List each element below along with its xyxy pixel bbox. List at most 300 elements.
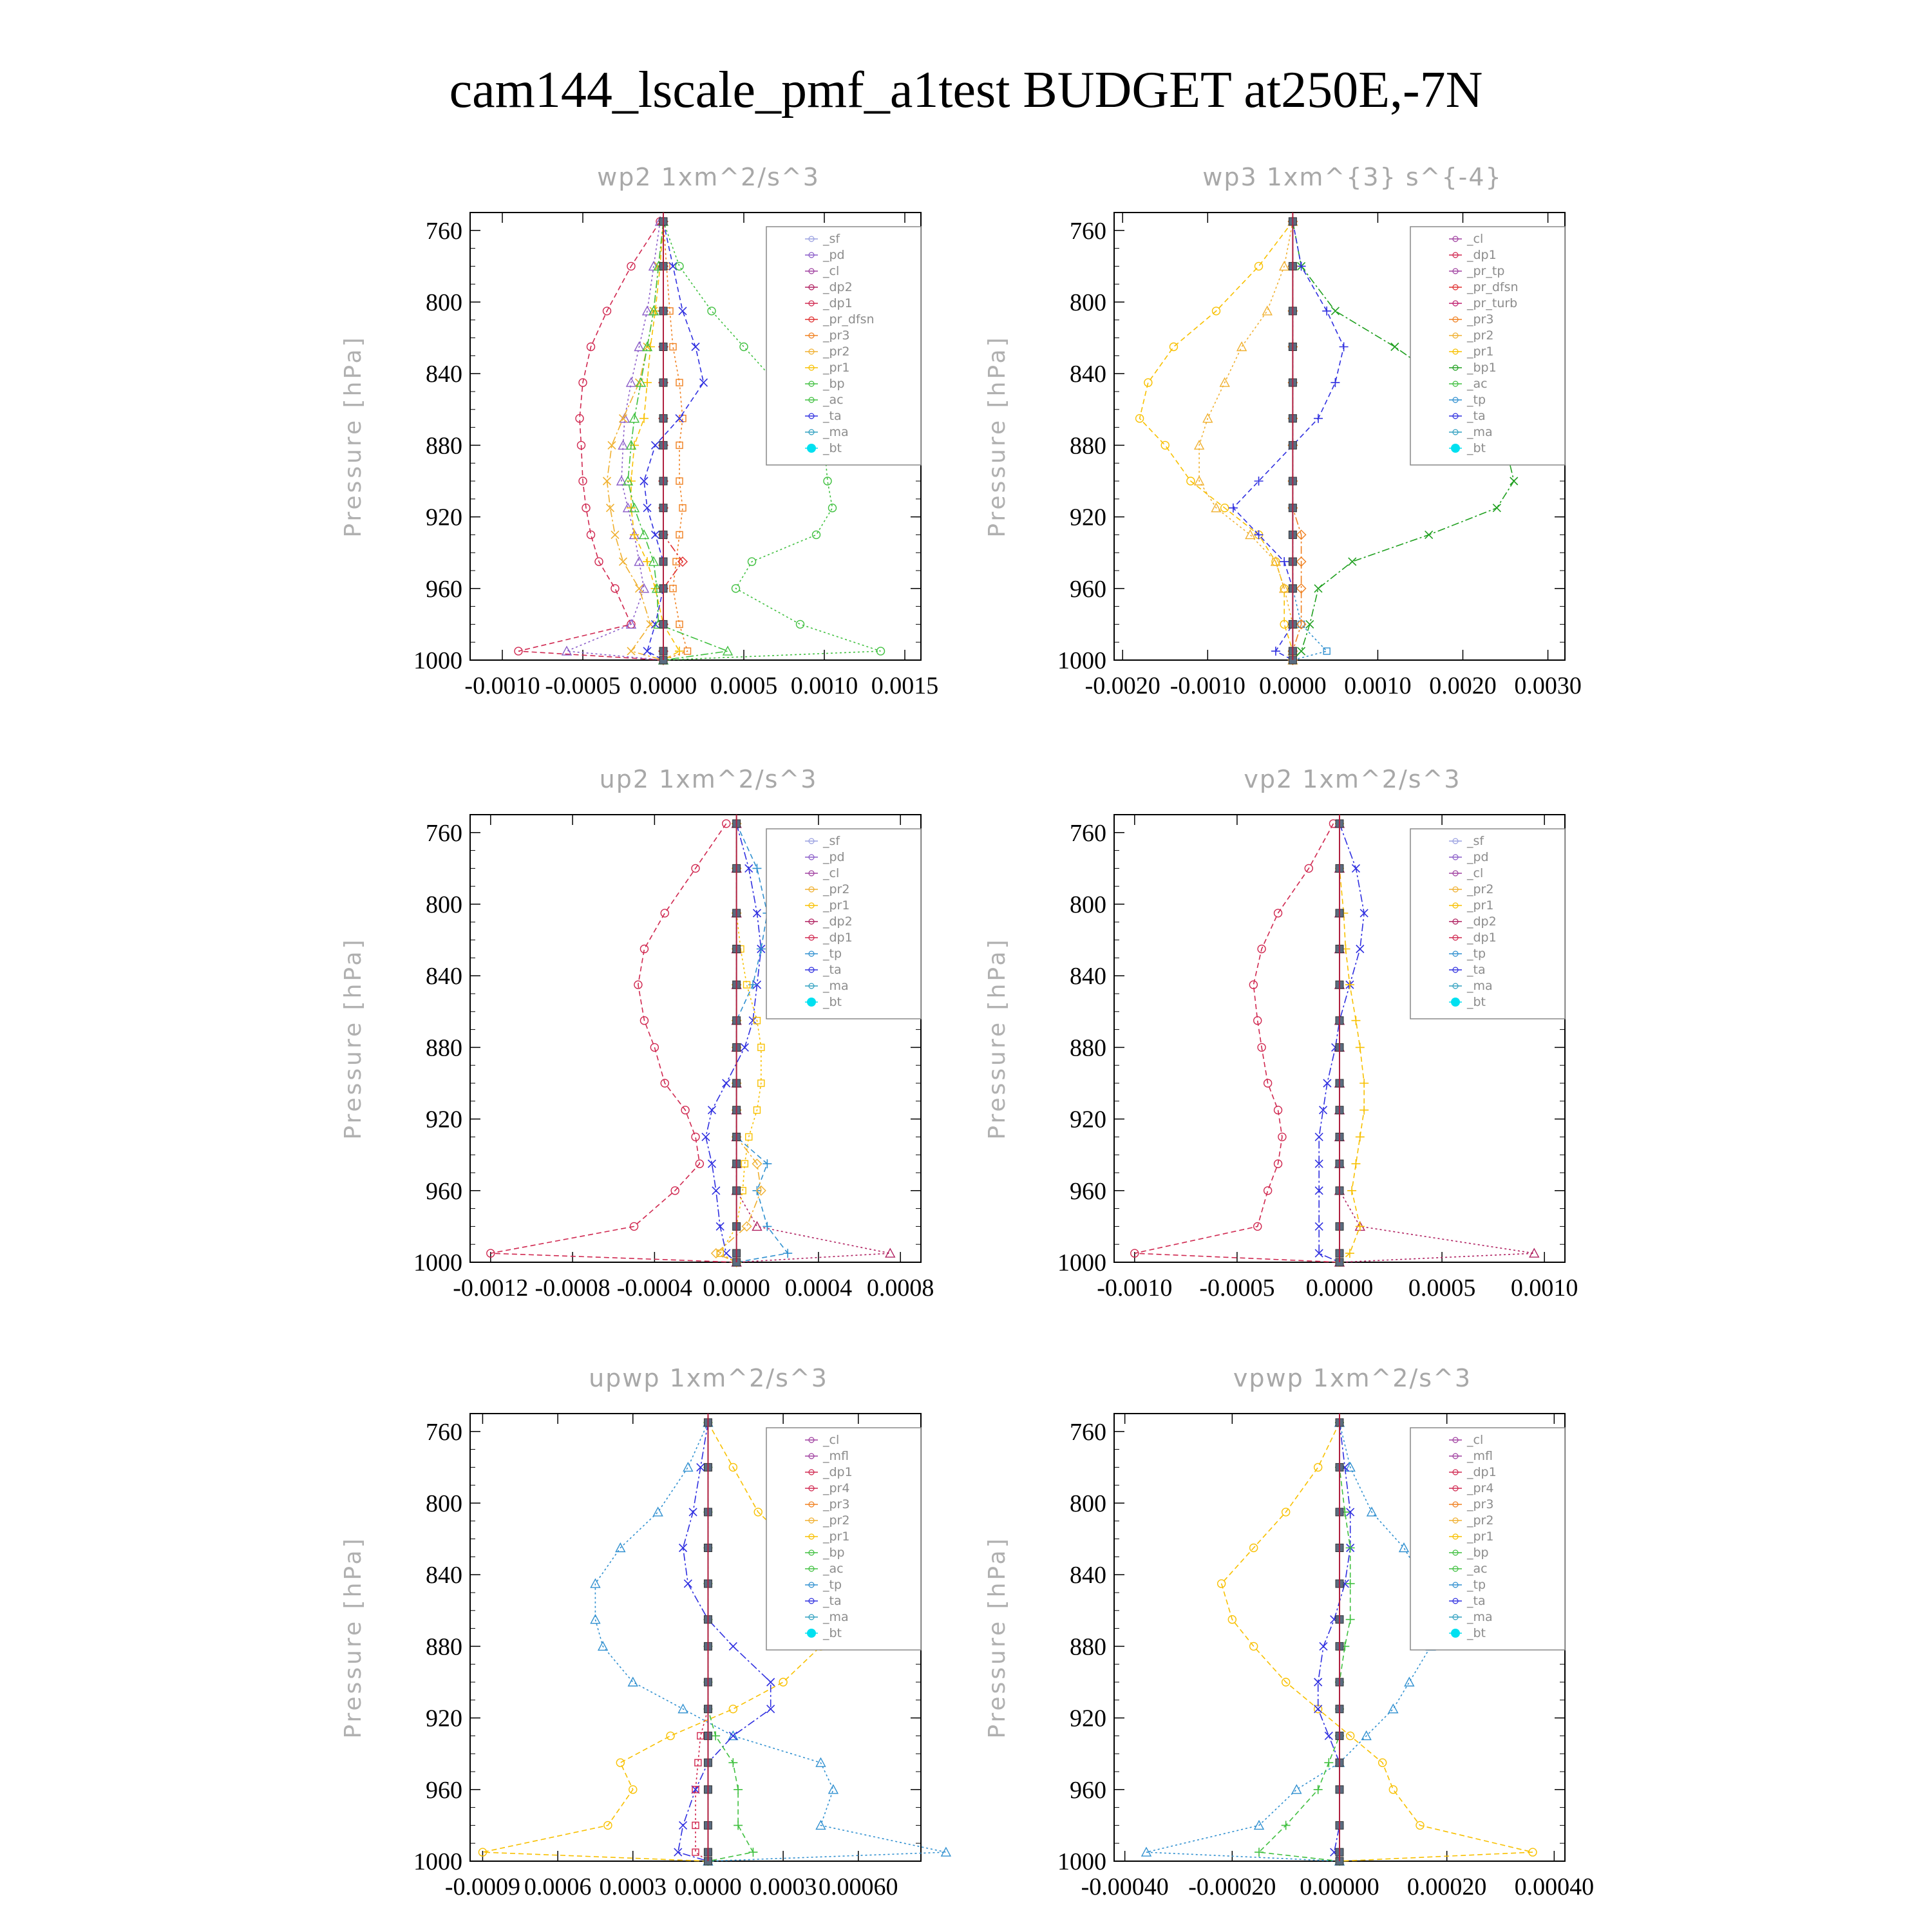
data-point <box>1346 1615 1355 1624</box>
x-tick-label: 0.0030 <box>1514 672 1582 699</box>
data-point <box>679 307 687 315</box>
legend-entry: _pr1 <box>823 1530 850 1544</box>
series-ta <box>702 820 765 1266</box>
data-point <box>1351 1159 1360 1168</box>
data-point <box>716 1222 724 1230</box>
y-tick-label: 800 <box>1070 1490 1106 1517</box>
y-tick-label: 960 <box>1070 575 1106 603</box>
data-point <box>616 1759 624 1766</box>
data-point <box>661 909 668 917</box>
data-point <box>1340 343 1349 352</box>
y-tick-label: 880 <box>426 1633 462 1661</box>
legend <box>1410 829 1565 1019</box>
data-point <box>627 504 636 513</box>
y-tick-label: 960 <box>426 575 462 603</box>
data-point <box>1245 530 1255 538</box>
legend-entry: _pr4 <box>1467 1481 1494 1495</box>
x-tick-label: -0.0010 <box>1170 672 1245 699</box>
data-point <box>639 584 649 592</box>
series-pd <box>562 217 668 664</box>
legend-marker <box>1451 1629 1460 1638</box>
data-point <box>1389 1786 1397 1794</box>
data-point <box>1249 981 1257 989</box>
x-tick-label: -0.0005 <box>1199 1274 1275 1302</box>
data-point <box>1298 647 1305 655</box>
panel-2 <box>340 765 934 1302</box>
legend-entry: _sf <box>823 834 840 848</box>
legend-entry: _tp <box>823 1578 842 1592</box>
data-point <box>741 1043 748 1051</box>
panel-title: up2 1xm^2/s^3 <box>599 765 818 793</box>
y-tick-label: 1000 <box>413 647 462 674</box>
legend-entry: _tp <box>823 947 842 961</box>
legend-entry: _ta <box>823 409 842 423</box>
legend-marker <box>1451 444 1460 453</box>
data-point <box>1331 307 1339 315</box>
data-point <box>1320 1642 1327 1650</box>
legend <box>766 227 921 465</box>
data-point <box>1314 585 1322 592</box>
legend-entry: _ac <box>1467 377 1488 391</box>
data-point <box>797 620 804 628</box>
y-tick-label: 1000 <box>1057 647 1106 674</box>
data-point <box>1315 1222 1323 1230</box>
legend-entry: _ma <box>823 1610 849 1624</box>
y-tick-label: 760 <box>426 819 462 847</box>
panel-title: vpwp 1xm^2/s^3 <box>1233 1364 1472 1392</box>
panel-3 <box>984 765 1578 1302</box>
legend <box>1410 1428 1565 1650</box>
y-tick-label: 960 <box>1070 1776 1106 1804</box>
legend-entry: _pr2 <box>823 1513 850 1528</box>
data-point <box>752 1222 761 1230</box>
series-line <box>1233 222 1344 660</box>
series-line <box>1146 1423 1436 1861</box>
legend-entry: _dp2 <box>823 280 853 294</box>
legend-entry: _pr4 <box>823 1481 850 1495</box>
x-tick-label: 0.0020 <box>1429 672 1497 699</box>
data-point <box>1405 1678 1414 1686</box>
data-point <box>723 647 732 655</box>
data-point <box>740 343 748 351</box>
data-point <box>1425 531 1433 538</box>
legend-entry: _dp2 <box>1467 914 1497 929</box>
data-point <box>1144 379 1152 386</box>
data-point <box>1356 1043 1365 1052</box>
legend-entry: _ac <box>823 1562 844 1576</box>
legend-entry: _mfl <box>823 1449 849 1463</box>
legend-marker <box>807 998 816 1007</box>
data-point <box>643 557 652 566</box>
y-tick-label: 960 <box>1070 1177 1106 1205</box>
y-tick-label: 760 <box>1070 1418 1106 1446</box>
legend-entry: _pr2 <box>1467 1513 1494 1528</box>
x-tick-label: -0.00040 <box>1081 1873 1169 1900</box>
series-bp <box>623 217 732 664</box>
series-line <box>1293 222 1327 660</box>
data-point <box>639 414 649 423</box>
y-tick-label: 800 <box>426 891 462 918</box>
y-tick-label: 1000 <box>1057 1848 1106 1875</box>
series-pr2 <box>1195 217 1297 664</box>
legend-entry: _ma <box>823 425 849 439</box>
series-line <box>706 824 761 1262</box>
data-point <box>676 621 683 627</box>
series-line <box>716 824 761 1262</box>
legend <box>766 829 921 1019</box>
legend-entry: _cl <box>823 1433 840 1447</box>
series-line <box>1259 1423 1350 1861</box>
data-point <box>643 647 651 655</box>
data-point <box>1391 343 1399 351</box>
data-point <box>1349 558 1356 565</box>
x-tick-label: 0.00020 <box>1406 1873 1487 1900</box>
y-axis-label: Pressure [hPa] <box>984 335 1010 538</box>
legend-entry: _cl <box>823 264 840 278</box>
x-tick-label: 0.0005 <box>710 672 778 699</box>
y-tick-label: 960 <box>426 1776 462 1804</box>
data-point <box>620 415 627 422</box>
data-point <box>643 504 651 512</box>
series-tp <box>1289 218 1330 663</box>
series-dp1 <box>1131 820 1343 1266</box>
data-point <box>1306 620 1314 628</box>
data-point <box>1315 1133 1323 1141</box>
data-point <box>683 1463 692 1471</box>
legend-entry: _pr1 <box>823 361 850 375</box>
legend-entry: _bp <box>1467 1546 1489 1560</box>
legend-entry: _dp1 <box>1467 248 1497 262</box>
data-point <box>734 1785 743 1794</box>
y-tick-label: 760 <box>426 217 462 245</box>
series-line <box>1140 222 1293 660</box>
series-line <box>708 1423 753 1861</box>
legend-entry: _pr2 <box>823 882 850 896</box>
x-tick-label: 0.00000 <box>1300 1873 1379 1900</box>
data-point <box>630 530 639 539</box>
data-point <box>620 558 627 565</box>
x-tick-label: 0.0004 <box>784 1274 853 1302</box>
series-line <box>1199 222 1293 660</box>
y-tick-label: 880 <box>426 1034 462 1062</box>
legend-entry: _pr2 <box>1467 328 1494 343</box>
legend-entry: _cl <box>1467 866 1484 880</box>
legend-entry: _cl <box>1467 232 1484 246</box>
data-point <box>1255 262 1263 270</box>
x-tick-label: -0.0008 <box>535 1274 611 1302</box>
data-point <box>1356 945 1364 953</box>
legend-entry: _sf <box>823 232 840 246</box>
legend-entry: _pr1 <box>1467 345 1494 359</box>
y-axis-label: Pressure [hPa] <box>340 937 366 1140</box>
legend-entry: _pr1 <box>1467 898 1494 913</box>
data-point <box>1331 378 1340 387</box>
data-point <box>702 1133 710 1141</box>
legend-entry: _ta <box>1467 409 1486 423</box>
data-point <box>712 1187 720 1195</box>
data-point <box>591 1579 600 1587</box>
series-pr1 <box>1136 218 1297 664</box>
data-point <box>1359 1079 1368 1088</box>
data-point <box>1510 477 1518 485</box>
y-axis-label: Pressure [hPa] <box>340 335 366 538</box>
data-point <box>652 531 659 538</box>
data-point <box>676 379 683 386</box>
x-tick-label: 0.0000 <box>1259 672 1327 699</box>
y-tick-label: 880 <box>1070 432 1106 460</box>
data-point <box>783 1249 792 1258</box>
legend-entry: _bt <box>823 995 842 1009</box>
x-tick-label: 0.0006 <box>524 1873 592 1900</box>
data-point <box>1356 1222 1365 1231</box>
y-tick-label: 840 <box>426 361 462 388</box>
data-point <box>667 1732 674 1739</box>
y-tick-label: 760 <box>1070 217 1106 245</box>
y-tick-label: 880 <box>426 432 462 460</box>
y-tick-label: 920 <box>426 1106 462 1133</box>
legend-entry: _ma <box>1467 979 1493 993</box>
series-line <box>663 222 688 660</box>
legend-entry: _pd <box>1467 850 1489 864</box>
data-point <box>627 647 635 655</box>
data-point <box>611 585 619 592</box>
figure-title: cam144_lscale_pmf_a1test BUDGET at250E,-7N <box>449 62 1483 118</box>
series-line <box>663 222 683 660</box>
data-point <box>723 1079 730 1087</box>
x-tick-label: -0.0004 <box>616 1274 692 1302</box>
series-pr3 <box>660 218 691 663</box>
legend-entry: _bt <box>1467 1626 1486 1640</box>
legend-entry: _dp2 <box>823 914 853 929</box>
data-point <box>700 379 708 386</box>
legend-entry: _ta <box>1467 963 1486 977</box>
data-point <box>1351 1016 1360 1025</box>
x-tick-label: 0.00060 <box>819 1873 898 1900</box>
y-tick-label: 800 <box>426 289 462 316</box>
y-tick-label: 840 <box>1070 963 1106 990</box>
series-line <box>607 222 664 660</box>
data-point <box>729 1705 737 1713</box>
x-tick-label: -0.0020 <box>1084 672 1160 699</box>
legend-entry: _tp <box>1467 1578 1486 1592</box>
legend-entry: _pr3 <box>823 328 850 343</box>
legend-entry: _tp <box>1467 393 1486 407</box>
legend-entry: _pr2 <box>823 345 850 359</box>
legend-entry: _sf <box>1467 834 1484 848</box>
legend-entry: _bp1 <box>1467 361 1497 375</box>
y-tick-label: 840 <box>1070 361 1106 388</box>
data-point <box>1347 1186 1356 1195</box>
y-tick-label: 920 <box>426 1705 462 1732</box>
data-point <box>1263 307 1272 315</box>
data-point <box>684 1580 692 1587</box>
y-axis-label: Pressure [hPa] <box>340 1536 366 1739</box>
x-tick-label: 0.0000 <box>1305 1274 1374 1302</box>
series-ta <box>1229 217 1349 665</box>
y-tick-label: 920 <box>1070 1106 1106 1133</box>
data-point <box>1271 647 1280 656</box>
data-point <box>1264 1187 1272 1195</box>
legend-marker <box>807 444 816 453</box>
y-tick-label: 920 <box>426 504 462 531</box>
series-dp1 <box>487 820 741 1266</box>
x-tick-label: -0.0012 <box>453 1274 529 1302</box>
legend-entry: _tp <box>1467 947 1486 961</box>
y-axis-label: Pressure [hPa] <box>984 1536 1010 1739</box>
y-tick-label: 760 <box>1070 819 1106 847</box>
y-tick-label: 960 <box>426 1177 462 1205</box>
data-point <box>728 1758 737 1767</box>
legend-entry: _ac <box>1467 1562 1488 1576</box>
legend-entry: _dp1 <box>823 296 853 310</box>
legend-entry: _mfl <box>1467 1449 1493 1463</box>
y-tick-label: 920 <box>1070 1705 1106 1732</box>
data-point <box>1399 1544 1408 1552</box>
panel-4 <box>340 1364 951 1900</box>
data-point <box>748 1848 757 1857</box>
data-point <box>679 1821 687 1829</box>
y-tick-label: 1000 <box>413 1848 462 1875</box>
legend-marker <box>1451 998 1460 1007</box>
series-ac <box>703 1418 757 1866</box>
data-point <box>1324 1758 1333 1767</box>
series-line <box>1319 824 1364 1262</box>
legend-marker <box>807 1629 816 1638</box>
y-tick-label: 840 <box>1070 1562 1106 1589</box>
y-axis-label: Pressure [hPa] <box>984 937 1010 1140</box>
data-point <box>829 1785 838 1794</box>
x-tick-label: -0.00020 <box>1188 1873 1276 1900</box>
legend-entry: _pr3 <box>1467 1497 1494 1511</box>
x-tick-label: -0.0010 <box>464 672 540 699</box>
legend-entry: _bt <box>1467 995 1486 1009</box>
x-tick-label: 0.0010 <box>790 672 858 699</box>
x-tick-label: 0.0000 <box>703 1274 770 1302</box>
legend-entry: _bt <box>1467 441 1486 455</box>
legend-entry: _ma <box>823 979 849 993</box>
x-tick-label: 0.0003 <box>749 1873 817 1900</box>
data-point <box>723 820 730 828</box>
data-point <box>689 1508 697 1516</box>
y-tick-label: 840 <box>426 1562 462 1589</box>
data-point <box>1359 1106 1368 1115</box>
legend-entry: _pd <box>823 248 845 262</box>
x-tick-label: 0.0000 <box>674 1873 742 1900</box>
panel-title: upwp 1xm^2/s^3 <box>589 1364 828 1392</box>
data-point <box>629 1678 638 1686</box>
panel-title: wp2 1xm^2/s^3 <box>597 163 820 191</box>
y-tick-label: 800 <box>1070 289 1106 316</box>
series-line <box>1135 824 1340 1262</box>
data-point <box>711 1731 720 1740</box>
data-point <box>1356 1132 1365 1141</box>
legend-entry: _ac <box>823 393 844 407</box>
data-point <box>1170 343 1177 351</box>
legend-entry: _ta <box>1467 1594 1486 1608</box>
data-point <box>1314 414 1323 423</box>
data-point <box>1282 1821 1291 1830</box>
data-point <box>1292 1785 1301 1794</box>
legend <box>766 1428 921 1650</box>
x-tick-label: -0.0005 <box>545 672 621 699</box>
x-tick-label: 0.0010 <box>1510 1274 1578 1302</box>
panel-0 <box>340 163 938 699</box>
legend-entry: _cl <box>1467 1433 1484 1447</box>
y-tick-label: 880 <box>1070 1034 1106 1062</box>
legend-entry: _ta <box>823 963 842 977</box>
legend-entry: _pr3 <box>823 1497 850 1511</box>
legend-entry: _pr1 <box>1467 1530 1494 1544</box>
data-point <box>676 262 683 270</box>
data-point <box>762 1222 772 1231</box>
series-pr2 <box>712 819 766 1267</box>
legend-entry: _bp <box>823 377 845 391</box>
legend-entry: _cl <box>823 866 840 880</box>
y-tick-label: 920 <box>1070 504 1106 531</box>
data-point <box>752 864 761 873</box>
data-point <box>1322 307 1331 316</box>
series-line <box>631 222 679 660</box>
x-tick-label: 0.0015 <box>871 672 939 699</box>
legend-entry: _ma <box>1467 1610 1493 1624</box>
x-tick-label: -0.0010 <box>1097 1274 1173 1302</box>
data-point <box>729 1642 737 1650</box>
y-tick-label: 800 <box>1070 891 1106 918</box>
data-point <box>1493 504 1501 512</box>
y-tick-label: 760 <box>426 1418 462 1446</box>
y-tick-label: 1000 <box>413 1249 462 1276</box>
legend-entry: _bp <box>823 1546 845 1560</box>
legend-entry: _pr_turb <box>1467 296 1518 310</box>
x-tick-label: 0.0003 <box>599 1873 667 1900</box>
data-point <box>1161 441 1169 449</box>
x-tick-label: 0.00040 <box>1514 1873 1595 1900</box>
y-tick-label: 880 <box>1070 1633 1106 1661</box>
legend-entry: _pr_dfsn <box>823 312 875 327</box>
legend-entry: _bt <box>823 441 842 455</box>
legend-entry: _ma <box>1467 425 1493 439</box>
series-dp1 <box>515 218 667 664</box>
series-ta <box>640 218 708 664</box>
data-point <box>1229 504 1238 513</box>
data-point <box>1388 1705 1397 1713</box>
data-point <box>708 307 715 315</box>
x-tick-label: 0.0005 <box>1408 1274 1476 1302</box>
series-line <box>491 824 737 1262</box>
series-line <box>678 1423 771 1861</box>
data-point <box>813 531 820 538</box>
panel-1 <box>984 163 1582 699</box>
x-tick-label: 0.0010 <box>1344 672 1412 699</box>
legend-entry: _dp1 <box>1467 1465 1497 1479</box>
x-tick-label: 0.0008 <box>866 1274 934 1302</box>
legend <box>1410 227 1565 465</box>
legend-entry: _ta <box>823 1594 842 1608</box>
series-pr1 <box>627 217 684 665</box>
y-tick-label: 1000 <box>1057 1249 1106 1276</box>
data-point <box>692 343 699 351</box>
data-point <box>654 1508 663 1516</box>
data-point <box>734 1821 743 1830</box>
x-tick-label: -0.0009 <box>444 1873 521 1900</box>
data-point <box>643 378 652 387</box>
legend-entry: _pr_tp <box>1467 264 1505 278</box>
data-point <box>611 531 619 538</box>
data-point <box>1325 1732 1332 1739</box>
series-ta <box>674 1419 775 1865</box>
data-point <box>652 441 659 449</box>
data-point <box>1314 1463 1322 1471</box>
